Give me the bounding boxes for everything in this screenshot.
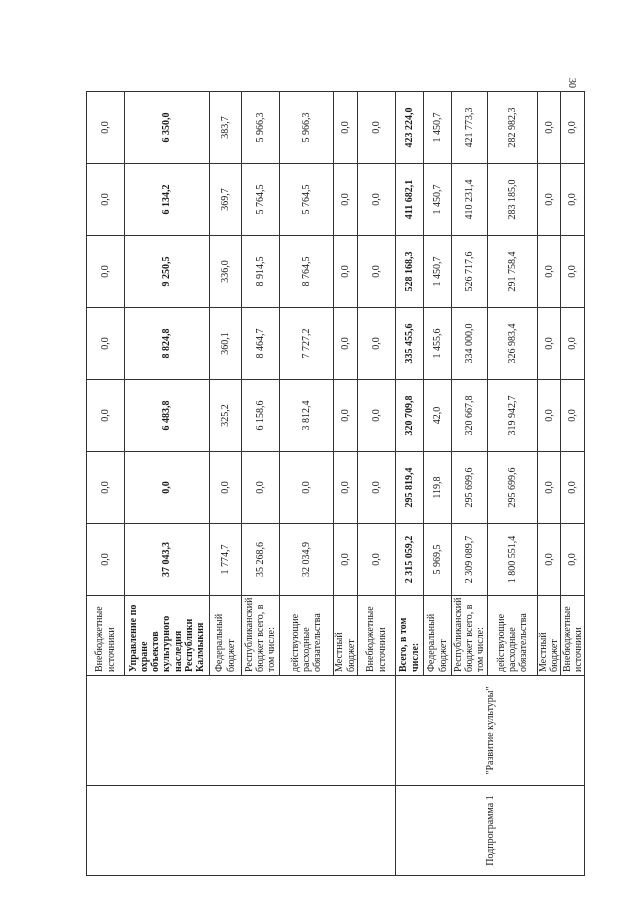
value-cell: 0,0 [87,164,125,236]
value-cell: 0,0 [561,92,585,164]
value-cell: 35 268,6 [242,524,280,596]
value-cell: 369,7 [210,164,242,236]
value-cell: 8 824,8 [125,308,210,380]
value-cell: 0,0 [538,452,561,524]
value-cell: 295 699,6 [488,452,538,524]
funding-source: Республиканский бюджет всего, в том числе: [242,596,280,676]
value-cell: 0,0 [358,92,396,164]
value-cell: 3 812,4 [280,380,334,452]
value-cell: 6 134,2 [125,164,210,236]
value-cell: 6 158,6 [242,380,280,452]
value-cell: 325,2 [210,380,242,452]
value-cell: 411 682,1 [396,164,424,236]
value-cell: 0,0 [561,452,585,524]
value-cell: 32 034,9 [280,524,334,596]
value-cell: 526 717,6 [452,236,488,308]
value-cell: 7 727,2 [280,308,334,380]
value-cell: 0,0 [87,236,125,308]
value-cell: 0,0 [561,164,585,236]
value-cell: 5 764,5 [280,164,334,236]
funding-source: Местный бюджет [538,596,561,676]
value-cell: 5 966,3 [280,92,334,164]
value-cell: 0,0 [125,452,210,524]
funding-source: Управление по охране объектов культурного наследия Республики Калмыкия [125,596,210,676]
value-cell: 320 709,8 [396,380,424,452]
value-cell: 0,0 [358,236,396,308]
value-cell: 0,0 [334,524,358,596]
value-cell: 0,0 [561,236,585,308]
value-cell: 8 764,5 [280,236,334,308]
funding-source: Республиканский бюджет всего, в том числе: [452,596,488,676]
program-label-cell-empty [87,786,396,876]
value-cell: 334 000,0 [452,308,488,380]
value-cell: 1 455,6 [424,308,452,380]
table-row [87,92,125,876]
value-cell: 37 043,3 [125,524,210,596]
value-cell: 291 758,4 [488,236,538,308]
value-cell: 423 224,0 [396,92,424,164]
value-cell: 0,0 [561,308,585,380]
value-cell: 0,0 [538,524,561,596]
value-cell: 0,0 [87,452,125,524]
value-cell: 528 168,3 [396,236,424,308]
value-cell: 8 464,7 [242,308,280,380]
value-cell: 326 983,4 [488,308,538,380]
value-cell: 0,0 [242,452,280,524]
value-cell: 2 315 059,2 [396,524,424,596]
value-cell: 0,0 [87,92,125,164]
value-cell: 295 819,4 [396,452,424,524]
value-cell: 383,7 [210,92,242,164]
value-cell: 319 942,7 [488,380,538,452]
value-cell: 1 450,7 [424,236,452,308]
value-cell: 0,0 [538,92,561,164]
rotated-page [86,92,584,876]
value-cell: 0,0 [334,236,358,308]
value-cell: 0,0 [334,452,358,524]
value-cell: 9 250,5 [125,236,210,308]
value-cell: 0,0 [334,92,358,164]
budget-table [86,91,585,876]
value-cell: 282 982,3 [488,92,538,164]
value-cell: 0,0 [358,164,396,236]
value-cell: 0,0 [87,380,125,452]
value-cell: 0,0 [538,236,561,308]
value-cell: 335 455,6 [396,308,424,380]
funding-source: Федеральный бюджет [210,596,242,676]
value-cell: 0,0 [561,380,585,452]
table-row [396,92,424,876]
funding-source: Внебюджетные источники [561,596,585,676]
funding-source: Всего, в том числе: [396,596,424,676]
value-cell: 0,0 [358,524,396,596]
value-cell: 0,0 [358,452,396,524]
value-cell: 0,0 [280,452,334,524]
program-title-cell-empty [87,676,396,786]
value-cell: 8 914,5 [242,236,280,308]
value-cell: 5 969,5 [424,524,452,596]
value-cell: 295 699,6 [452,452,488,524]
value-cell: 1 800 551,4 [488,524,538,596]
page-number: 30 [566,78,577,88]
value-cell: 5 764,5 [242,164,280,236]
value-cell: 283 185,0 [488,164,538,236]
value-cell: 0,0 [358,308,396,380]
value-cell: 410 231,4 [452,164,488,236]
funding-source: Внебюджетные источники [358,596,396,676]
table-body [87,92,585,876]
funding-source: Местный бюджет [334,596,358,676]
value-cell: 2 309 089,7 [452,524,488,596]
funding-source: действующие расходные обязательства [280,596,334,676]
value-cell: 360,1 [210,308,242,380]
value-cell: 42,0 [424,380,452,452]
value-cell: 0,0 [87,524,125,596]
program-label: Подпрограмма 1 [396,786,585,876]
value-cell: 6 483,8 [125,380,210,452]
funding-source: действующие расходные обязательства [488,596,538,676]
value-cell: 0,0 [538,308,561,380]
value-cell: 0,0 [210,452,242,524]
value-cell: 320 667,8 [452,380,488,452]
funding-source: Внебюджетные источники [87,596,125,676]
value-cell: 0,0 [334,308,358,380]
program-title: "Развитие культуры" [396,676,585,786]
value-cell: 0,0 [561,524,585,596]
value-cell: 0,0 [538,380,561,452]
value-cell: 0,0 [538,164,561,236]
value-cell: 0,0 [334,380,358,452]
value-cell: 1 450,7 [424,164,452,236]
value-cell: 6 350,0 [125,92,210,164]
value-cell: 0,0 [87,308,125,380]
value-cell: 1 450,7 [424,92,452,164]
funding-source: Федеральный бюджет [424,596,452,676]
value-cell: 336,0 [210,236,242,308]
value-cell: 1 774,7 [210,524,242,596]
value-cell: 0,0 [358,380,396,452]
value-cell: 119,8 [424,452,452,524]
value-cell: 421 773,3 [452,92,488,164]
value-cell: 5 966,3 [242,92,280,164]
value-cell: 0,0 [334,164,358,236]
